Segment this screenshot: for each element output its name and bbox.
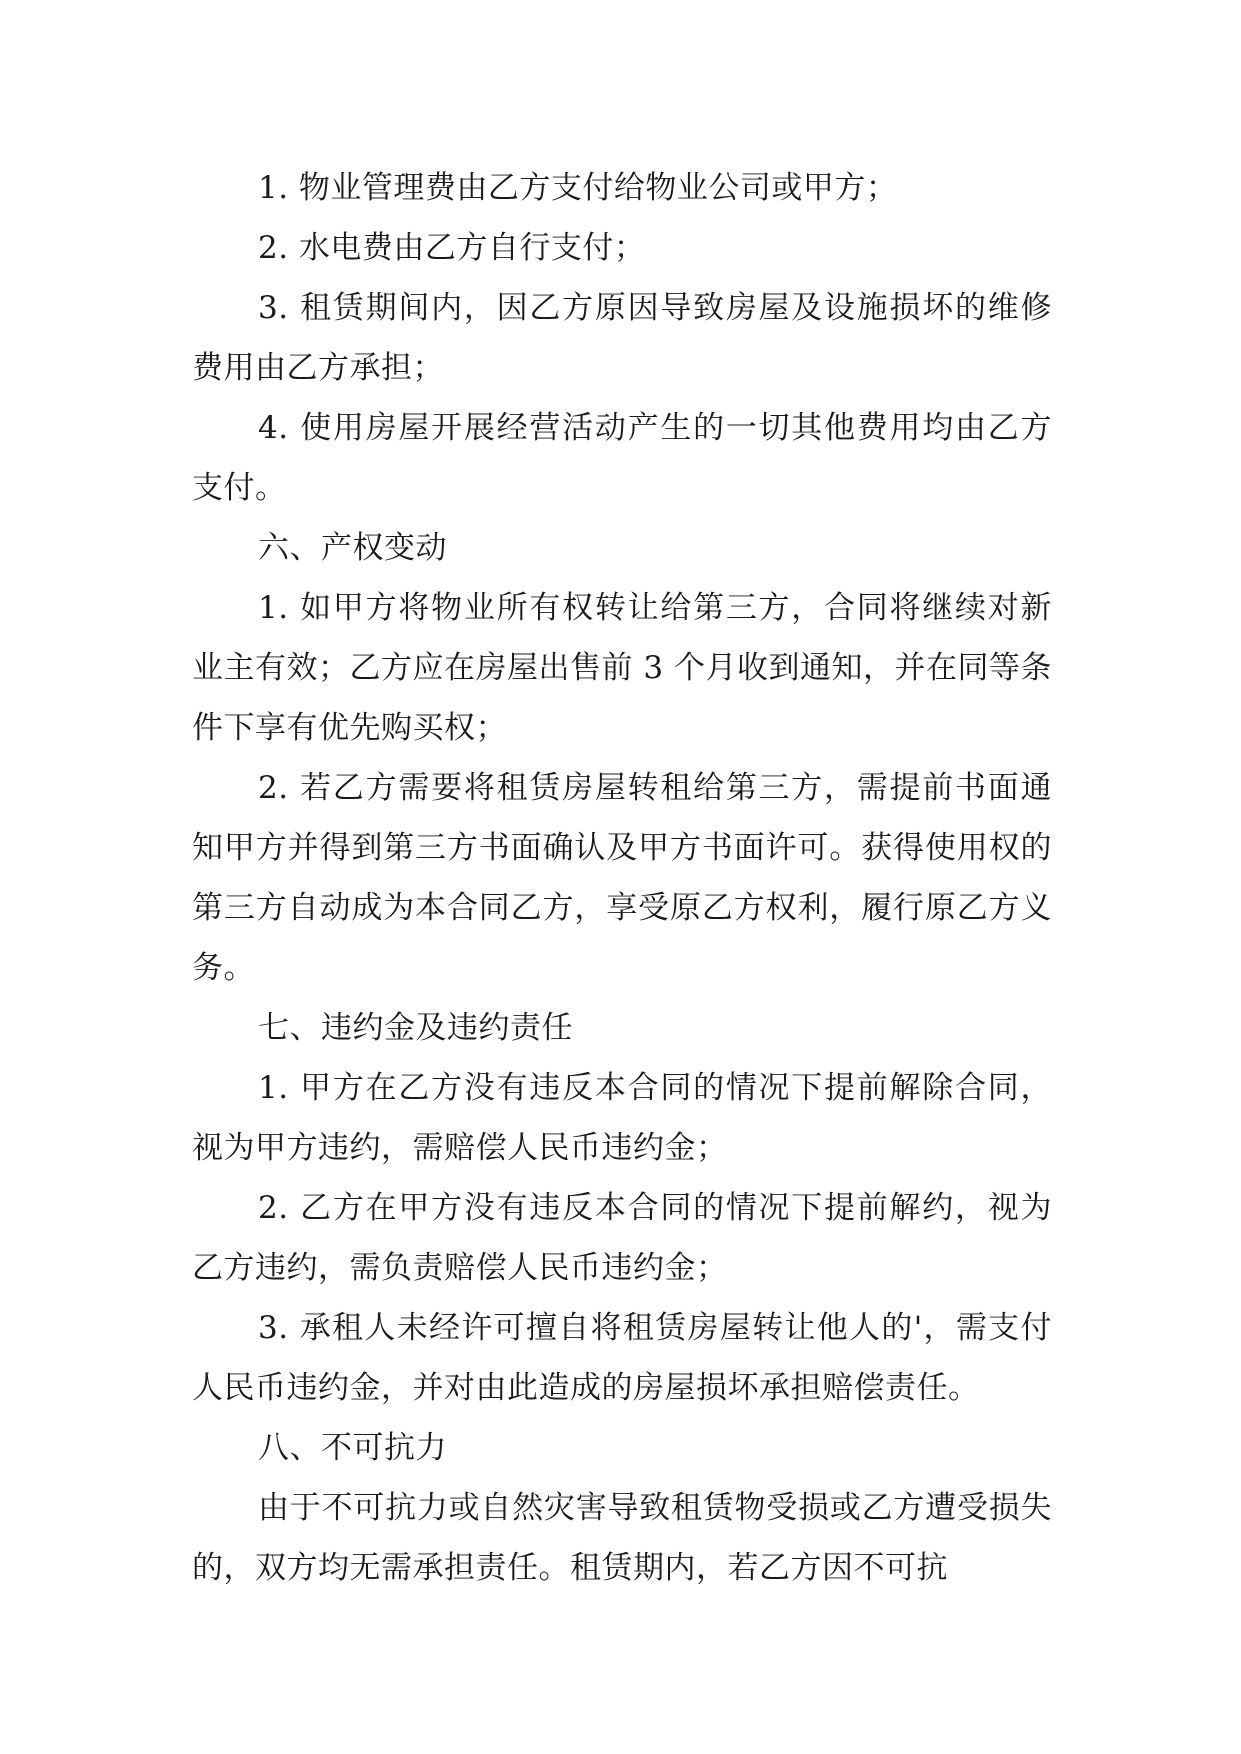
section-heading-7: 七、违约金及违约责任 [258, 1010, 573, 1046]
clause-5-item-3: 3. 租赁期间内，因乙方原因导致房屋及设施损坏的维修费用由乙方承担； [192, 290, 1052, 386]
clause-7-item-1: 1. 甲方在乙方没有违反本合同的情况下提前解除合同，视为甲方违约，需赔偿人民币违约金； [192, 1070, 1052, 1166]
section-heading-6: 六、产权变动 [258, 530, 447, 566]
document-body [192, 158, 1052, 1598]
clause-8-body: 由于不可抗力或自然灾害导致租赁物受损或乙方遭受损失的，双方均无需承担责任。租赁期内，若乙方因不可抗 [192, 1490, 1052, 1586]
clause-5-item-2: 2. 水电费由乙方自行支付； [258, 230, 646, 266]
clause-6-item-1: 1. 如甲方将物业所有权转让给第三方，合同将继续对新业主有效；乙方应在房屋出售前 3 个月收到通知，并在同等条件下享有优先购买权； [192, 590, 1052, 746]
clause-5-item-1: 1. 物业管理费由乙方支付给物业公司或甲方； [258, 170, 898, 206]
clause-7-item-3: 3. 承租人未经许可擅自将租赁房屋转让他人的'，需支付人民币违约金，并对由此造成的房屋损坏承担赔偿责任。 [192, 1310, 1052, 1406]
clause-5-item-4: 4. 使用房屋开展经营活动产生的一切其他费用均由乙方支付。 [192, 410, 1052, 506]
clause-7-item-2: 2. 乙方在甲方没有违反本合同的情况下提前解约，视为乙方违约，需负责赔偿人民币违约金； [192, 1190, 1052, 1286]
clause-6-item-2: 2. 若乙方需要将租赁房屋转租给第三方，需提前书面通知甲方并得到第三方书面确认及甲方书面许可。获得使用权的第三方自动成为本合同乙方，享受原乙方权利，履行原乙方义务。 [192, 770, 1052, 986]
section-heading-8: 八、不可抗力 [258, 1430, 447, 1466]
